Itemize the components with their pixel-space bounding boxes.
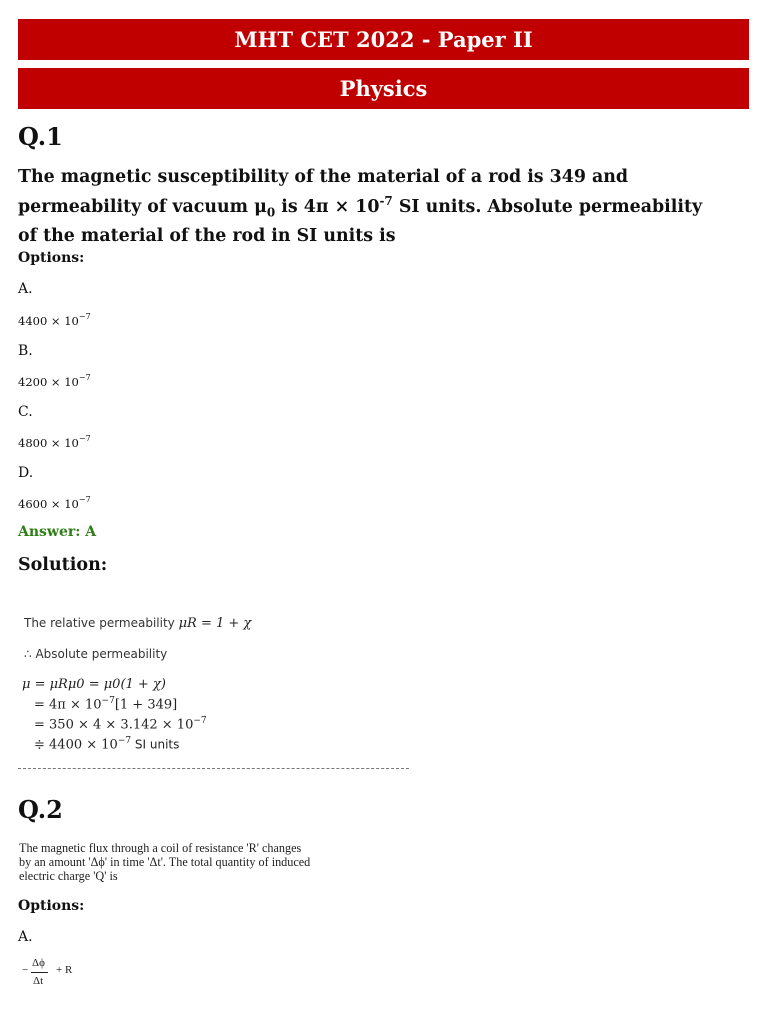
- q2-options-label: Options:: [18, 898, 85, 914]
- question-separator: [18, 768, 409, 769]
- question-1-line-2: permeability of vacuum $\mu_0$ is $4\pi \times 10^{-7}$ SI units. Absolute permeability: [18, 194, 703, 220]
- question-2-text: [19, 841, 319, 883]
- question-1-number: Q.1: [18, 122, 63, 151]
- q1-option-b-letter: B.: [18, 343, 33, 359]
- solution-line-1: The relative permeability μR = 1 + χ: [24, 616, 252, 631]
- fraction-denominator: Δt: [33, 975, 44, 987]
- q1-option-d-letter: D.: [18, 465, 34, 481]
- q1-option-c-value: $4800 \times 10^{-7}$: [18, 434, 91, 450]
- q1-answer: Answer: A: [18, 524, 97, 540]
- q1-option-a-letter: A.: [18, 281, 33, 297]
- question-2-line-1: The magnetic flux through a coil of resistance 'R' changes: [19, 841, 302, 855]
- option-tail: + R: [56, 964, 73, 976]
- question-2-line-3: electric charge 'Q' is: [19, 869, 118, 883]
- q1-option-b-value: $4200 \times 10^{-7}$: [18, 373, 91, 389]
- subject-banner: Physics: [18, 68, 749, 109]
- solution-line-2: ∴ Absolute permeability: [24, 647, 168, 661]
- solution-equation-3: = $350 \times 4 \times 3.142 \times 10^{-7}$: [34, 716, 207, 733]
- question-1-line-1: The magnetic susceptibility of the material of a rod is 349 and: [18, 167, 629, 187]
- question-1-line-3: of the material of the rod in SI units is: [18, 226, 396, 247]
- q1-option-d-value: $4600 \times 10^{-7}$: [18, 495, 91, 511]
- question-1-text: [18, 165, 748, 248]
- fraction-bar: [31, 972, 48, 973]
- q1-options-label: Options:: [18, 250, 85, 266]
- q1-option-c-letter: C.: [18, 404, 33, 420]
- q1-solution-label: Solution:: [18, 555, 108, 575]
- solution-equation-4: ≑ $4400 \times 10^{-7}$ SI units: [34, 736, 180, 753]
- solution-equation-2: = $4\pi \times 10^{-7}[1 + 349]$: [34, 696, 178, 713]
- minus-sign: −: [22, 964, 29, 976]
- q1-option-a-value: $4400 \times 10^{-7}$: [18, 312, 91, 328]
- q2-option-a-letter: A.: [18, 929, 33, 945]
- fraction-numerator: Δϕ: [32, 957, 45, 969]
- question-2-line-2: by an amount 'Δϕ' in time 'Δt'. The total quantity of induced: [19, 855, 311, 869]
- solution-equation-1: μ = μRμ0 = μ0(1 + χ): [22, 677, 166, 692]
- exam-title-banner: MHT CET 2022 - Paper II: [18, 19, 749, 60]
- question-2-number: Q.2: [18, 795, 63, 824]
